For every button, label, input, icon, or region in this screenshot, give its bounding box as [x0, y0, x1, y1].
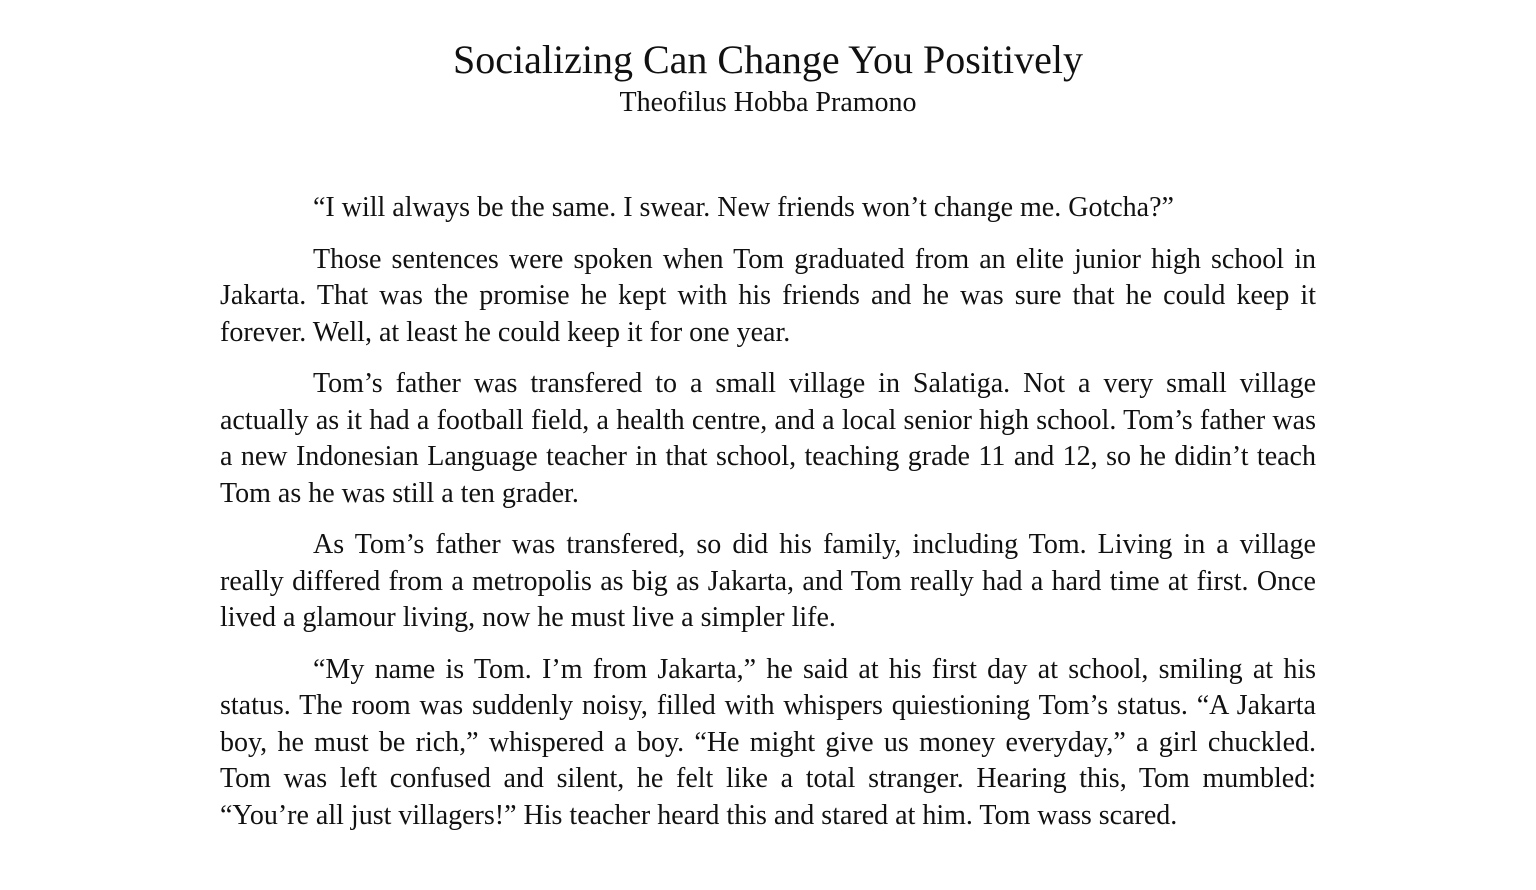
- paragraph-1: “I will always be the same. I swear. New friends won’t change me. Gotcha?”: [313, 192, 1174, 223]
- paragraph-4: As Tom’s father was transfered, so did his family, including Tom. Living in a village really differed from a metropolis as big as Jakarta, and Tom really had a hard time at first. Once lived a glamour living, now he must live a simpler life.: [220, 529, 1316, 633]
- paragraph-5: “My name is Tom. I’m from Jakarta,” he said at his first day at school, smiling at his status. The room was suddenly noisy, filled with whispers quiestioning Tom’s status. “A Jakarta boy, he must be rich,” whispered a boy. “He might give us money everyday,” a girl chuckled. Tom was left confused and silent, he felt like a total stranger. Hearing this, Tom mumbled: “You’re all just villagers!” His teacher heard this and stared at him. Tom wass scared.: [220, 653, 1316, 831]
- document-body: [220, 190, 1316, 849]
- paragraph-2: Those sentences were spoken when Tom graduated from an elite junior high school in Jakarta. That was the promise he kept with his friends and he was sure that he could keep it forever. Well, at least he could keep it for one year.: [220, 243, 1316, 348]
- document-title: Socializing Can Change You Positively: [453, 37, 1083, 82]
- document-author: Theofilus Hobba Pramono: [619, 87, 917, 118]
- paragraph-3: Tom’s father was transfered to a small village in Salatiga. Not a very small village actually as it had a football field, a health centre, and a local senior high school. Tom’s father was a new Indonesian Language teacher in that school, teaching grade 11 and 12, so he didin’t teach Tom as he was still a ten grader.: [220, 368, 1316, 509]
